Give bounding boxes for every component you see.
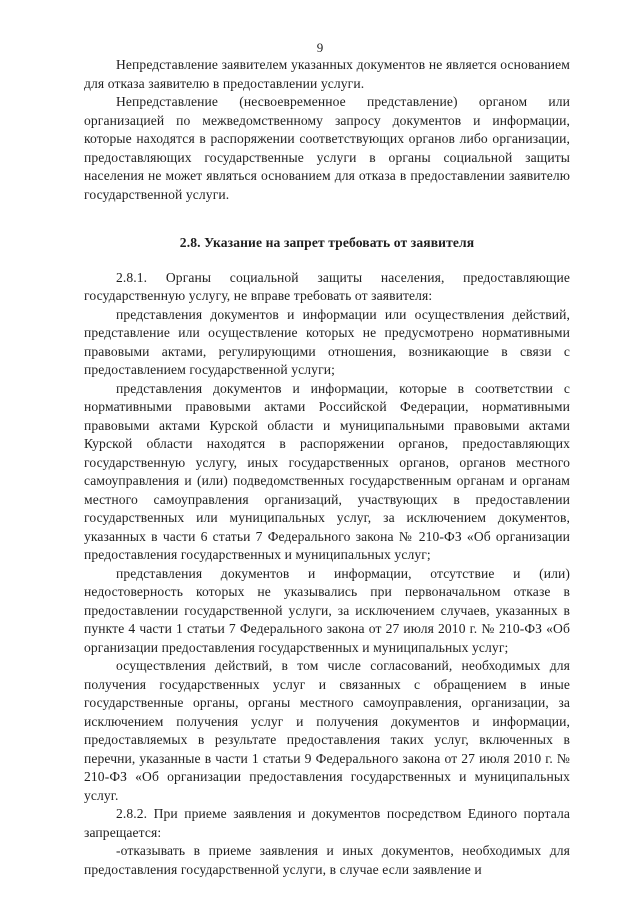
list-item-documents-not-required: представления документов и информации или осуществления действий, представление или осуществление которых не предусмотрено нормативными правовыми актами, регулирующими отношения, возникающие в связи с предоставлением государственной услуги; <box>84 306 570 377</box>
section-title: 2.8. Указание на запрет требовать от заявителя <box>179 235 475 250</box>
list-item-refuse-acceptance: -отказывать в приеме заявления и иных документов, необходимых для предоставления государственной услуги, в случае если заявление и <box>84 843 570 877</box>
paragraph-2-8-1: 2.8.1. Органы социальной защиты населения, предоставляющие государственную услугу, не вправе требовать от заявителя: <box>84 269 570 303</box>
paragraph-non-submission: Непредставление заявителем указанных документов не является основанием для отказа заявителю в предоставлении услуги. <box>84 57 570 91</box>
page-number: 9 <box>316 40 324 55</box>
paragraph-late-submission: Непредставление (несвоевременное представление) органом или организацией по межведомственному запросу документов и информации, которые находятся в распоряжении соответствующих органов либо организации, предоставляющих государственные услуги в органы социальной защиты населения не может являться основанием для отказа в предоставлении заявителю государственной услуги. <box>84 94 570 202</box>
list-item-documents-in-possession: представления документов и информации, которые в соответствии с нормативными правовыми актами Российской Федерации, нормативными правовыми актами Курской области и муниципальными правовыми актами Курской области находятся в распоряжении органов, предоставляющих государственную услугу, иных государственных органов, органов местного самоуправления и (или) подведомственных государственным органам и органам местного самоуправления организаций, участвующих в предоставлении государственных или муниципальных услуг, за исключением документов, указанных в части 6 статьи 7 Федерального закона № 210-ФЗ «Об организации предоставления государственных и муниципальных услуг; <box>84 380 570 562</box>
list-item-unreliable-documents: представления документов и информации, отсутствие и (или) недостоверность которых не указывались при первоначальном отказе в предоставлении государственной услуги, за исключением случаев, указанных в пункте 4 части 1 статьи 7 Федерального закона от 27 июля 2010 г. № 210-ФЗ «Об организации предоставления государственных и муниципальных услуг; <box>84 565 570 655</box>
paragraph-2-8-2: 2.8.2. При приеме заявления и документов посредством Единого портала запрещается: <box>84 806 570 840</box>
document-body <box>84 56 570 879</box>
list-item-approvals: осуществления действий, в том числе согласований, необходимых для получения государственных услуг и связанных с обращением в иные государственные органы, органы местного самоуправления, организации, за исключением получения услуг и получения документов и информации, предоставляемых в результате предоставления таких услуг, включенных в перечни, указанные в части 1 статьи 9 Федерального закона от 27 июля 2010 г. № 210-ФЗ «Об организации предоставления государственных и муниципальных услуг. <box>84 658 570 803</box>
